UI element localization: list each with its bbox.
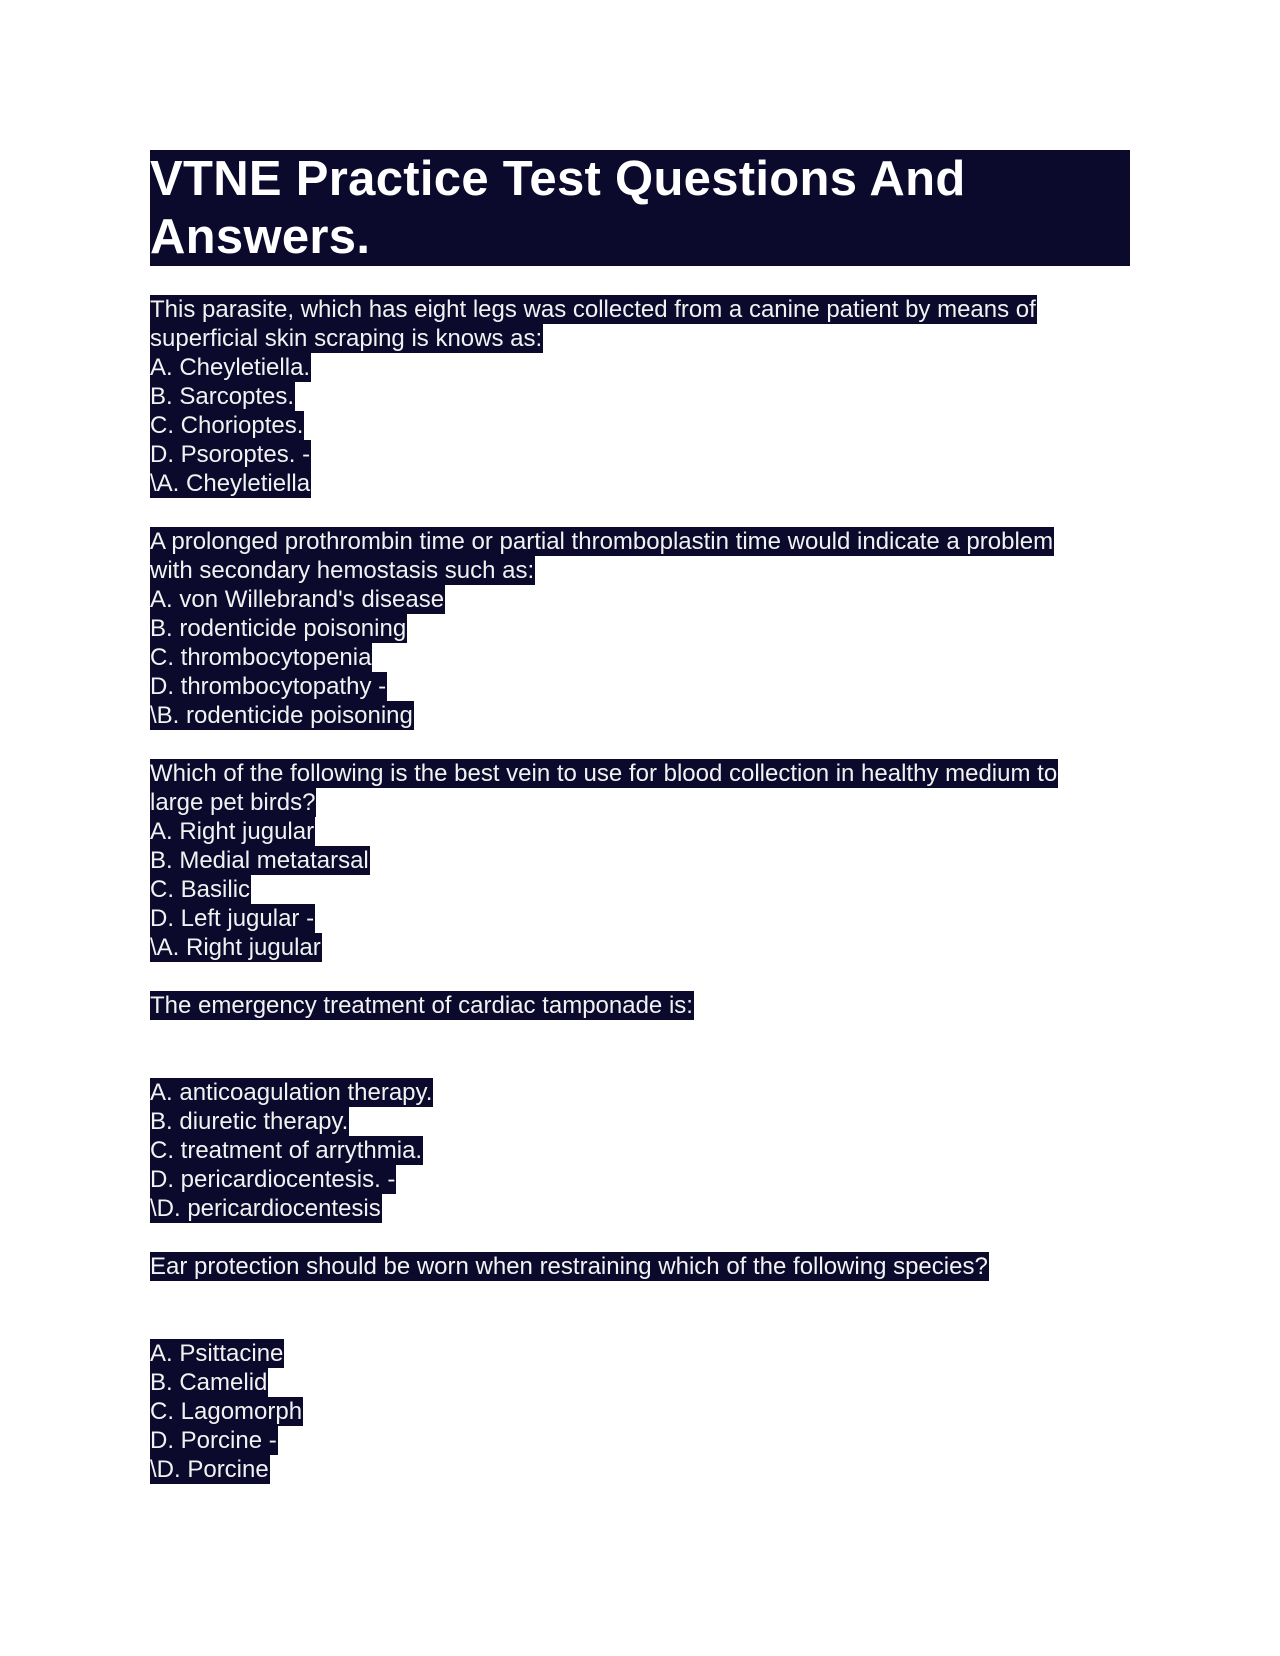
answer-option: C. Chorioptes. <box>150 412 304 439</box>
question-1 <box>150 295 1130 498</box>
answer-option: A. Cheyletiella. <box>150 354 311 381</box>
correct-answer: \D. pericardiocentesis <box>150 1195 381 1222</box>
blank-gap <box>150 1281 1130 1339</box>
question-stem-line: with secondary hemostasis such as: <box>150 557 535 584</box>
answer-option: A. von Willebrand's disease <box>150 586 445 613</box>
answer-option: D. Psoroptes. - <box>150 441 311 468</box>
question-3 <box>150 759 1130 962</box>
answer-option: D. pericardiocentesis. - <box>150 1166 396 1193</box>
answer-option: D. Left jugular - <box>150 905 315 932</box>
question-stem-line: large pet birds? <box>150 789 316 816</box>
correct-answer: \A. Cheyletiella <box>150 470 311 497</box>
question-stem-line: Which of the following is the best vein to use for blood collection in healthy medium to <box>150 760 1058 787</box>
answer-option: A. anticoagulation therapy. <box>150 1079 433 1106</box>
answer-option: D. Porcine - <box>150 1427 277 1454</box>
document-page <box>150 150 1130 1484</box>
question-stem-line: The emergency treatment of cardiac tamponade is: <box>150 992 693 1019</box>
correct-answer: \A. Right jugular <box>150 934 321 961</box>
answer-option: C. Basilic <box>150 876 251 903</box>
question-4 <box>150 991 1130 1223</box>
correct-answer: \B. rodenticide poisoning <box>150 702 413 729</box>
question-2 <box>150 527 1130 730</box>
question-stem-line: This parasite, which has eight legs was collected from a canine patient by means of <box>150 296 1036 323</box>
answer-option: A. Right jugular <box>150 818 315 845</box>
question-stem-line: Ear protection should be worn when restraining which of the following species? <box>150 1253 988 1280</box>
question-stem-line: superficial skin scraping is knows as: <box>150 325 543 352</box>
answer-option: B. Camelid <box>150 1369 268 1396</box>
answer-option: B. rodenticide poisoning <box>150 615 407 642</box>
answer-option: B. Medial metatarsal <box>150 847 369 874</box>
correct-answer: \D. Porcine <box>150 1456 269 1483</box>
answer-option: A. Psittacine <box>150 1340 284 1367</box>
title-line-1: VTNE Practice Test Questions And <box>150 152 966 206</box>
answer-option: C. Lagomorph <box>150 1398 303 1425</box>
answer-option: C. treatment of arrythmia. <box>150 1137 423 1164</box>
title-line-2: Answers. <box>150 210 371 264</box>
document-title <box>150 150 1130 266</box>
blank-gap <box>150 1020 1130 1078</box>
question-stem-line: A prolonged prothrombin time or partial thromboplastin time would indicate a problem <box>150 528 1054 555</box>
question-5 <box>150 1252 1130 1484</box>
answer-option: B. diuretic therapy. <box>150 1108 349 1135</box>
answer-option: D. thrombocytopathy - <box>150 673 387 700</box>
answer-option: C. thrombocytopenia <box>150 644 372 671</box>
answer-option: B. Sarcoptes. <box>150 383 295 410</box>
